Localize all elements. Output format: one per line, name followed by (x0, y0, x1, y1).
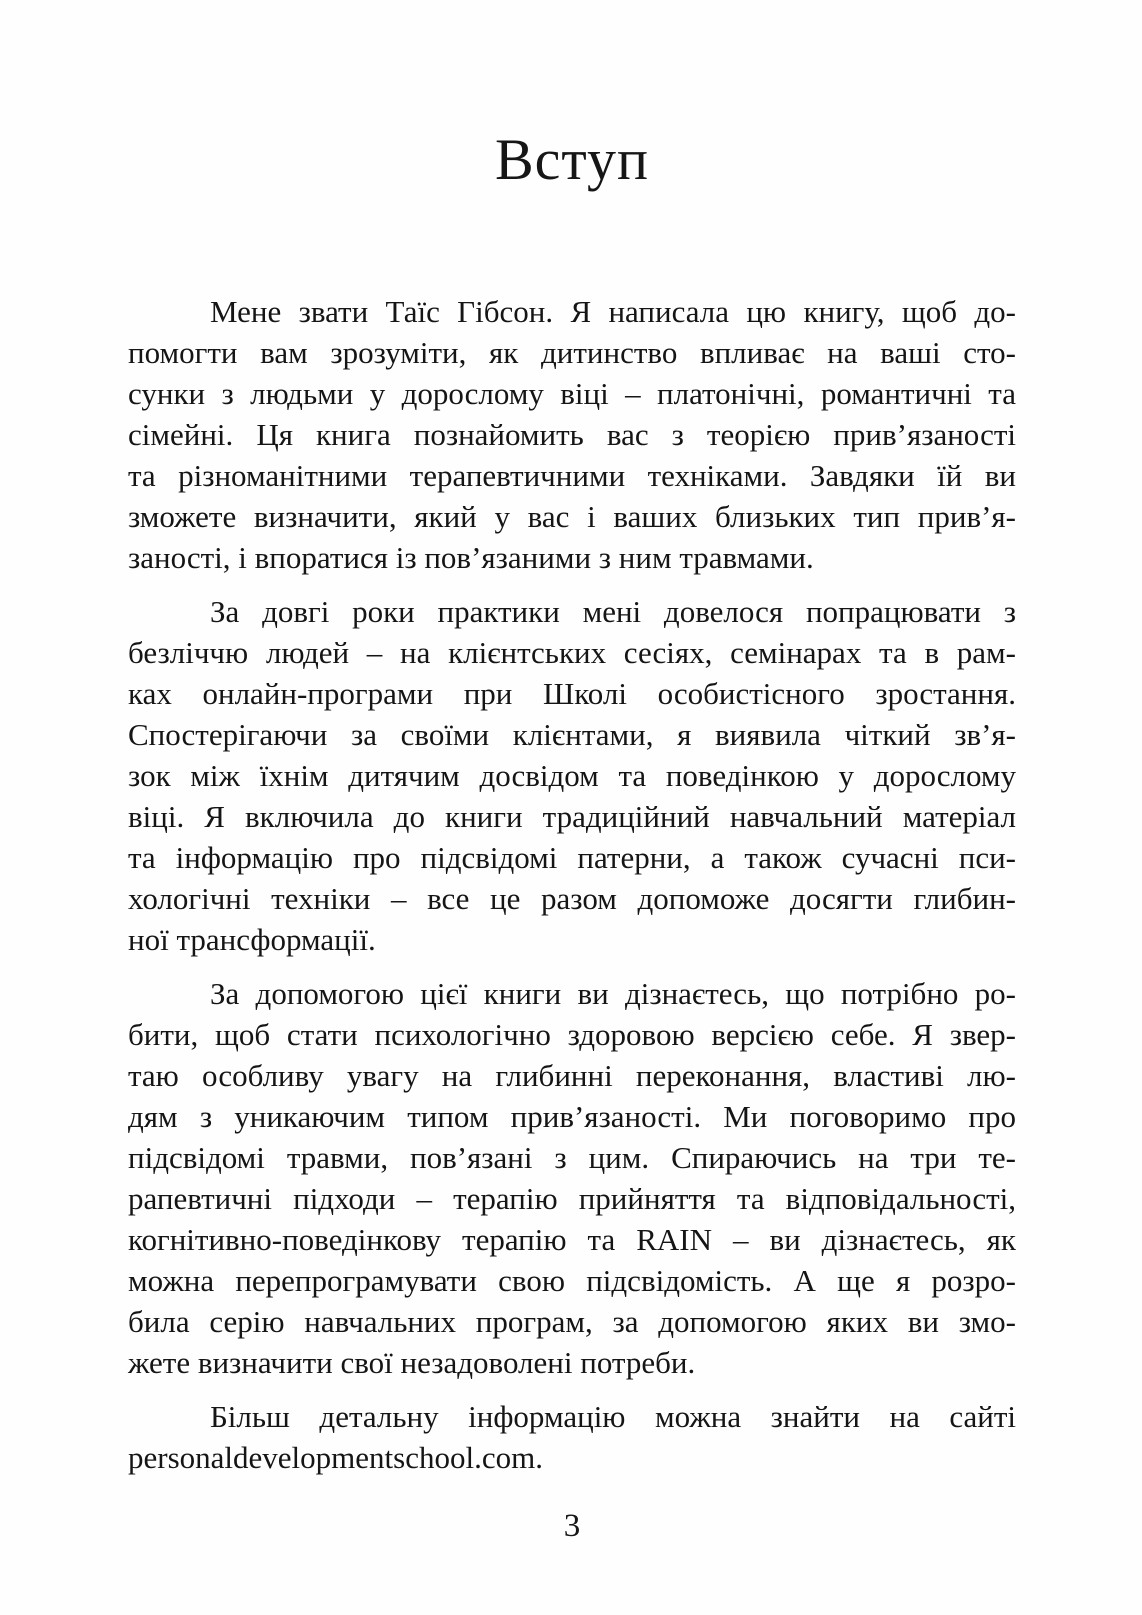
text-line: ної трансформації. (128, 921, 376, 957)
text-line: когнітивно-поведінкову терапію та RAIN – ви дізнаєтесь, як (128, 1221, 1016, 1257)
text-line: За довгі роки практики мені довелося попрацювати з (210, 593, 1016, 629)
text-line: Спостерігаючи за своїми клієнтами, я виявила чіткий зв’я- (128, 716, 1016, 752)
text-line: таю особливу увагу на глибинні переконання, властиві лю- (128, 1057, 1016, 1093)
text-line: ках онлайн-програми при Школі особистісного зростання. (128, 675, 1016, 711)
text-line: заності, і впоратися із пов’язаними з ним травмами. (128, 539, 814, 575)
text-line: жете визначити свої незадоволені потреби. (128, 1344, 696, 1380)
text-line: сімейні. Ця книга познайомить вас з теорією прив’язаності (128, 416, 1016, 452)
text-line: Більш детальну інформацію можна знайти на сайті (210, 1398, 1016, 1434)
text-line: та інформацію про підсвідомі патерни, а також сучасні пси- (128, 839, 1016, 875)
text-line: За допомогою цієї книги ви дізнаєтесь, що потрібно ро- (210, 975, 1016, 1011)
text-line: віці. Я включила до книги традиційний навчальний матеріал (128, 798, 1016, 834)
text-line: можна перепрограмувати свою підсвідомість. А ще я розро- (128, 1262, 1016, 1298)
page-number: 3 (563, 1507, 581, 1544)
text-line: personaldevelopmentschool.com. (128, 1439, 543, 1475)
text-line: зможете визначити, який у вас і ваших близьких тип прив’я- (128, 498, 1016, 534)
text-line: Мене звати Таїс Гібсон. Я написала цю книгу, щоб до- (210, 293, 1016, 329)
text-line: дям з уникаючим типом прив’язаності. Ми поговоримо про (128, 1098, 1016, 1134)
paragraph (128, 1396, 1016, 1478)
text-line: бити, щоб стати психологічно здоровою версією себе. Я звер- (128, 1016, 1016, 1052)
page-title: Вступ (494, 127, 650, 192)
text-line: та різноманітними терапевтичними техніками. Завдяки їй ви (128, 457, 1016, 493)
paragraph (128, 591, 1016, 960)
paragraph (128, 291, 1016, 578)
text-line: зок між їхнім дитячим досвідом та поведінкою у дорослому (128, 757, 1016, 793)
text-line: била серію навчальних програм, за допомогою яких ви змо- (128, 1303, 1016, 1339)
body-text (128, 291, 1016, 1478)
text-line: підсвідомі травми, пов’язані з цим. Спираючись на три те- (128, 1139, 1016, 1175)
text-line: рапевтичні підходи – терапію прийняття та відповідальності, (128, 1180, 1016, 1216)
text-line: помогти вам зрозуміти, як дитинство впливає на ваші сто- (128, 334, 1016, 370)
text-line: хологічні техніки – все це разом допоможе досягти глибин- (128, 880, 1016, 916)
text-line: сунки з людьми у дорослому віці – платонічні, романтичні та (128, 375, 1016, 411)
text-line: безліччю людей – на клієнтських сесіях, семінарах та в рам- (128, 634, 1016, 670)
paragraph (128, 973, 1016, 1383)
